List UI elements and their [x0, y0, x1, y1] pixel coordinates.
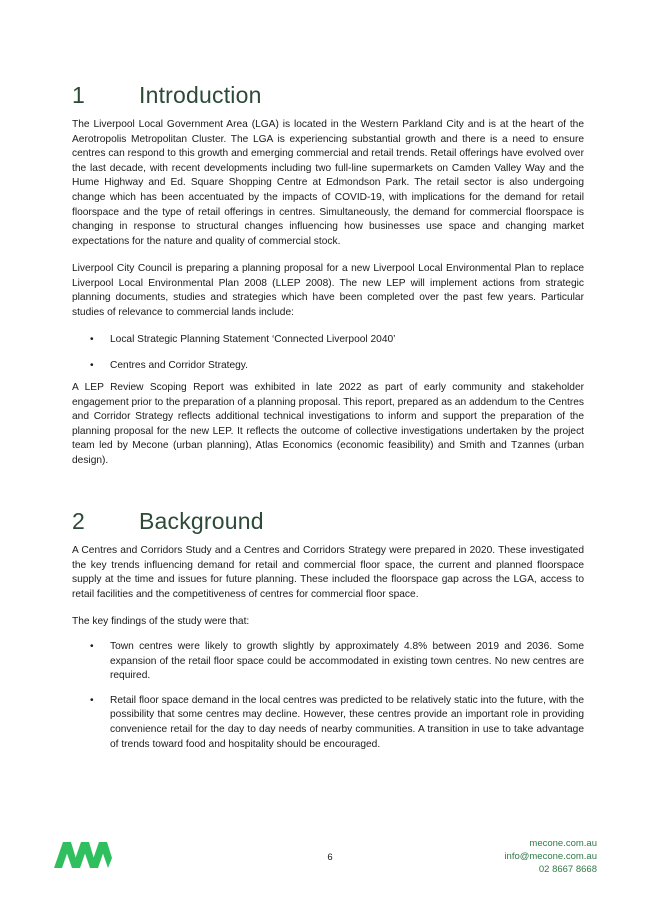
mecone-logo-icon [54, 838, 112, 868]
bullet-icon: • [90, 334, 94, 345]
list-item: • Town centres were likely to growth slightly by approximately 4.8% between 2019 and 2036. Some expansion of the retail floor space could be accommodated in existing town centres. No new centres are required. [90, 641, 584, 682]
background-paragraph-2: The key findings of the study were that: [72, 616, 250, 627]
email-link[interactable]: info@mecone.com.au [504, 851, 597, 862]
list-item: • Local Strategic Planning Statement ‘Connected Liverpool 2040’ [72, 333, 584, 348]
bullet-icon: • [90, 359, 94, 371]
intro-bullet-list [72, 333, 584, 373]
section-title: Background [139, 508, 264, 534]
section-heading-background [72, 508, 264, 535]
phone-number: 02 8667 8668 [538, 864, 597, 875]
intro-paragraph-1: The Liverpool Local Government Area (LGA) is located in the Western Parkland City and is at the heart of the Aerotropolis Metropolitan Cluster. The LGA is experiencing substantial growth and there is a need to ensure centres can respond to this growth and emerging commercial and retail trends. Retail offerings have evolved over the last decade, with recent developments including two full-line supermarkets on Camden Valley Way and the Hume Highway and Ed. Square Shopping Centre at Edmondson Park. The retail sector is also undergoing change which has been accentuated by the impacts of COVID-19, with implications for the demand for retail floorspace and the type of retail offerings in centres. Simultaneously, the demand for commercial floorspace is changing in response to structural changes influencing how businesses use space and changing market expectations for the nature and quality of commercial stock. [72, 119, 584, 247]
bullet-icon: • [90, 694, 94, 706]
list-item: • Retail floor space demand in the local centres was predicted to be relatively static into the future, with the possibility that some centres may decline. However, these centres provide an important role in providing convenience retail for the day to day needs of nearby communities. A transition in use to take advantage of trends toward food and hospitality should be encouraged. [90, 694, 584, 750]
intro-paragraph-3: A LEP Review Scoping Report was exhibited in late 2022 as part of early community and stakeholder engagement prior to the preparation of a planning proposal. This report, prepared as an addendum to the Centres and Corridor Strategy reflects additional technical investigations to inform and support the preparation of the planning proposal for the new LEP. It reflects the outcome of collective investigations undertaken by the project team led by Mecone (urban planning), Atlas Economics (economic feasibility) and Smith and Tzannes (urban design). [72, 382, 584, 466]
section-heading-introduction [72, 82, 262, 109]
page-number: 6 [327, 852, 333, 863]
section-number: 1 [72, 82, 85, 108]
bullet-icon: • [90, 641, 94, 652]
website-link[interactable]: mecone.com.au [529, 838, 597, 849]
findings-bullet-list [72, 640, 584, 752]
contact-block [504, 837, 597, 876]
section-number: 2 [72, 508, 85, 534]
list-item: • Centres and Corridor Strategy. [72, 359, 584, 374]
background-paragraph-1: A Centres and Corridors Study and a Centres and Corridors Strategy were prepared in 2020. These investigated the key trends influencing demand for retail and commercial floor space, the current and planned floorspace supply at the time and issues for future planning. These included the floorspace gap across the LGA, access to retail facilities and the competitiveness of centres for commercial floor space. [72, 545, 584, 600]
intro-paragraph-2: Liverpool City Council is preparing a planning proposal for a new Liverpool Local Environmental Plan to replace Liverpool Local Environmental Plan 2008 (LLEP 2008). The new LEP will implement actions from strategic planning documents, studies and strategies which have been completed over the past few years. Particular studies of relevance to commercial lands include: [72, 263, 584, 318]
section-title: Introduction [139, 82, 262, 108]
